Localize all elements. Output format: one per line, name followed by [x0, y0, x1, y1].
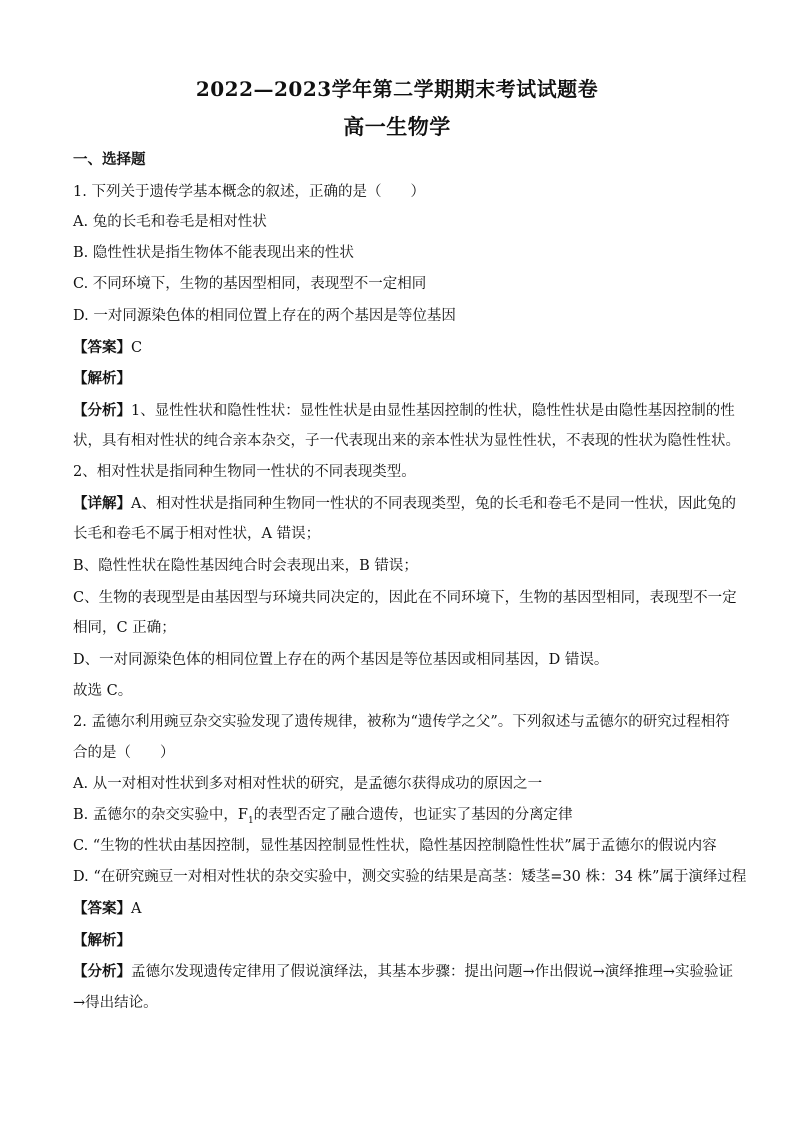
answer-tag: 【答案】: [73, 900, 131, 917]
q1-xiangjie-6: D、一对同源染色体的相同位置上存在的两个基因是等位基因或相同基因，D 错误。: [73, 652, 609, 668]
q2-answer: [73, 899, 723, 919]
q1-option-d: D. 一对同源染色体的相同位置上存在的两个基因是等位基因: [73, 308, 456, 324]
answer-tag: 【答案】: [73, 339, 131, 356]
q1-xiangjie-4: C、生物的表现型是由基因型与环境共同决定的，因此在不同环境下，生物的基因型相同，表现型不一定: [73, 590, 737, 606]
answer-value: A: [131, 901, 142, 917]
xiangjie-text: A、相对性状是指同种生物同一性状的不同表现类型，兔的长毛和卷毛不是同一性状，因此兔的: [131, 496, 736, 512]
q2-option-c: C. “生物的性状由基因控制，显性基因控制显性性状，隐性基因控制隐性性状”属于孟德尔的假说内容: [73, 838, 717, 854]
q2-fenxi-2: →得出结论。: [73, 995, 158, 1011]
fenxi-tag: 【分析】: [73, 963, 131, 980]
q1-xiangjie-1: [73, 494, 736, 514]
q1-answer: [73, 338, 723, 358]
q2-option-d: D. “在研究豌豆一对相对性状的杂交实验中，测交实验的结果是高茎：矮茎=30 株：34 株”属于演绎过程: [73, 869, 747, 885]
q2-stem-1: 2. 孟德尔利用豌豆杂交实验发现了遗传规律，被称为“遗传学之父”。下列叙述与孟德尔的研究过程相符: [73, 714, 730, 730]
q1-xiangjie-5: 相同，C 正确；: [73, 620, 176, 636]
q2-fenxi-1: [73, 962, 733, 982]
q1-option-a: A. 兔的长毛和卷毛是相对性状: [73, 214, 267, 230]
fenxi-text: 孟德尔发现遗传定律用了假说演绎法，其基本步骤：提出问题→作出假说→演绎推理→实验验证: [131, 964, 733, 980]
answer-value: C: [131, 340, 143, 356]
q1-option-c: C. 不同环境下，生物的基因型相同，表现型不一定相同: [73, 276, 427, 292]
q2-jiexi: 【解析】: [73, 932, 131, 949]
q1-fenxi-1: [73, 401, 735, 421]
exam-title: 2022—2023学年第二学期期末考试试题卷: [195, 77, 599, 101]
option-b-prefix: B. 孟德尔的杂交实验中，F: [73, 807, 248, 823]
q1-option-b: B. 隐性性状是指生物体不能表现出来的性状: [73, 245, 354, 261]
q1-xiangjie-3: B、隐性性状在隐性基因纯合时会表现出来，B 错误；: [73, 558, 418, 574]
q2-option-a: A. 从一对相对性状到多对相对性状的研究，是孟德尔获得成功的原因之一: [73, 776, 543, 792]
q2-stem-2: 合的是（ ）: [73, 745, 175, 761]
fenxi-tag: 【分析】: [73, 402, 131, 419]
q1-jiexi: 【解析】: [73, 370, 131, 387]
q1-xiangjie-2: 长毛和卷毛不属于相对性状，A 错误；: [73, 526, 321, 542]
section-heading: 一、选择题: [73, 151, 146, 168]
option-b-subscript: 1: [247, 815, 254, 826]
xiangjie-tag: 【详解】: [73, 495, 131, 512]
q1-conclusion: 故选 C。: [73, 683, 133, 699]
q1-fenxi-3: 2、相对性状是指同种生物同一性状的不同表现类型。: [73, 464, 416, 480]
option-b-suffix: 的表型否定了融合遗传，也证实了基因的分离定律: [253, 807, 573, 823]
q2-option-b: [73, 805, 723, 831]
fenxi-text: 1、显性性状和隐性性状：显性性状是由显性基因控制的性状，隐性性状是由隐性基因控制的性: [131, 403, 735, 419]
q1-stem: 1. 下列关于遗传学基本概念的叙述，正确的是（ ）: [73, 184, 425, 200]
exam-subtitle: 高一生物学: [343, 114, 451, 139]
q1-fenxi-2: 状，具有相对性状的纯合亲本杂交，子一代表现出来的亲本性状为显性性状，不表现的性状为隐性性状。: [73, 433, 740, 449]
